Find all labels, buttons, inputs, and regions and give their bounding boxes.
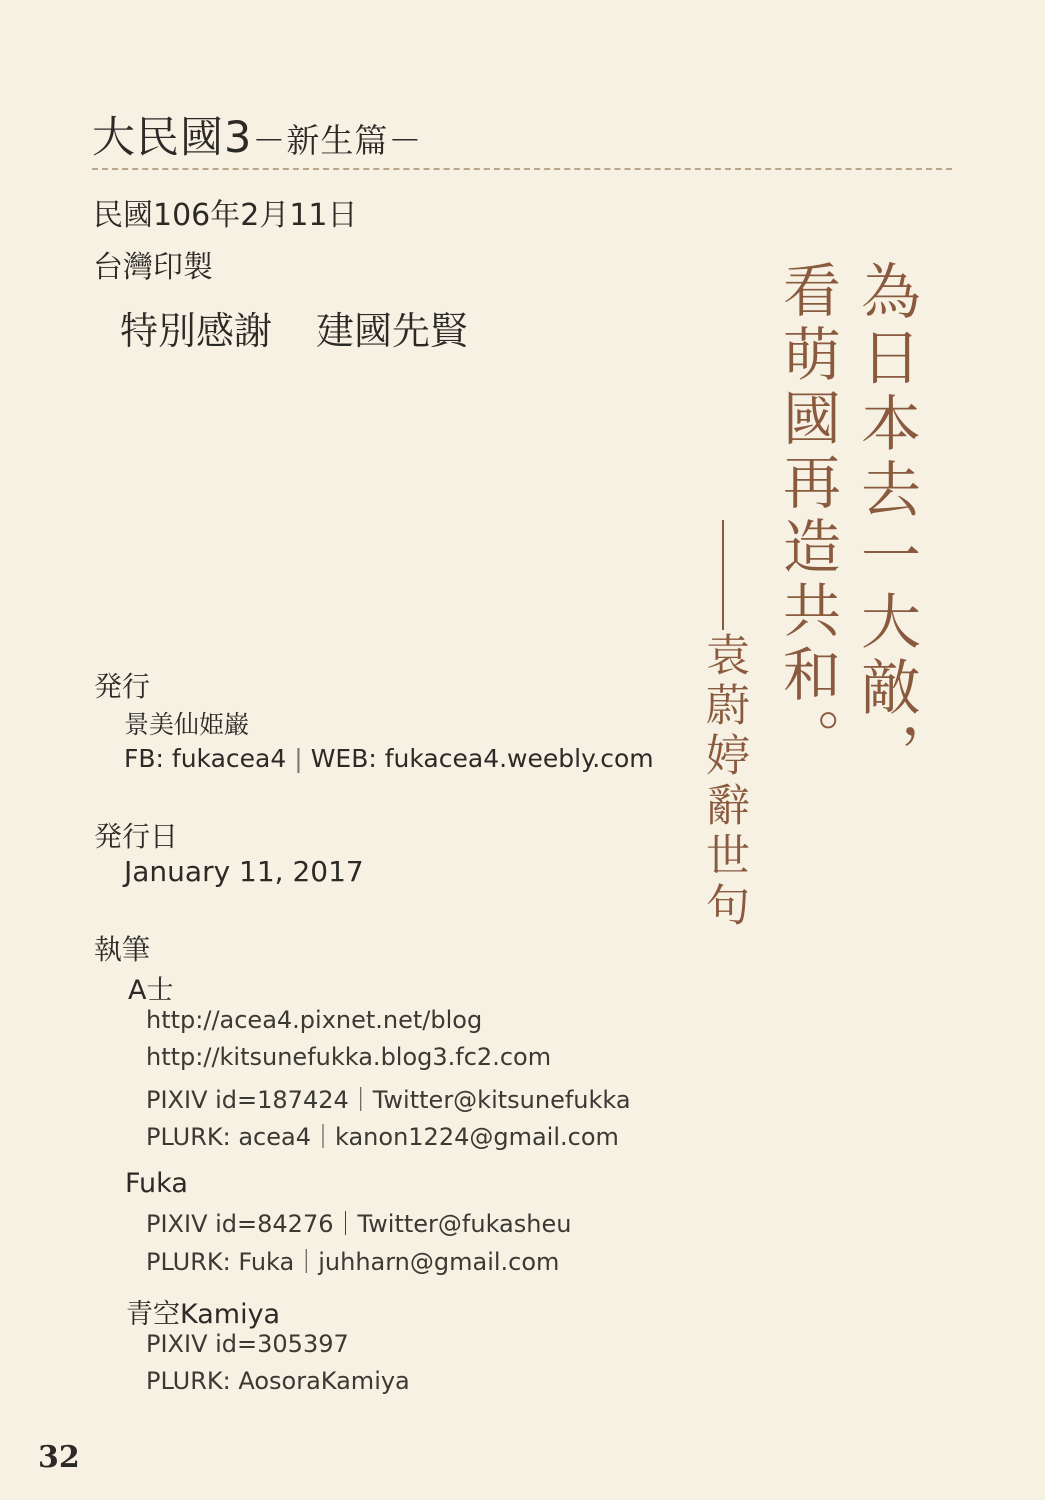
author-link: PIXIV id=187424｜Twitter@kitsunefukka [146, 1086, 631, 1114]
issue-date: January 11, 2017 [124, 855, 364, 888]
publisher-label: 発行 [94, 670, 151, 703]
author-link: PIXIV id=84276｜Twitter@fukasheu [146, 1210, 572, 1238]
dashed-divider [92, 168, 952, 170]
author-link: http://kitsunefukka.blog3.fc2.com [146, 1043, 552, 1071]
title-text: 大民國3 [92, 113, 253, 163]
publication-date: 民國106年2月11日 [93, 198, 358, 233]
publisher-links: FB: fukacea4 | WEB: fukacea4.weebly.com [124, 744, 654, 773]
publisher-fb: FB: fukacea4 [124, 744, 287, 773]
poem-attribution: 袁蔚婷辭世句 [698, 632, 749, 932]
author-link: PLURK: Fuka｜juhharn@gmail.com [146, 1248, 560, 1276]
book-title [92, 104, 422, 165]
author-name: 青空Kamiya [126, 1299, 281, 1330]
thanks-label: 特別感謝 [120, 309, 273, 353]
poem-line-1: 為日本去一大敵， [851, 260, 921, 788]
attribution-dash [722, 520, 724, 630]
author-link: http://acea4.pixnet.net/blog [146, 1006, 483, 1034]
special-thanks [120, 300, 468, 355]
poem-line-2: 看萌國再造共和。 [773, 260, 841, 772]
publisher-web: WEB: fukacea4.weebly.com [310, 744, 654, 773]
author-name: Fuka [125, 1168, 188, 1199]
author-name: A士 [128, 975, 174, 1006]
author-link: PIXIV id=305397 [146, 1330, 349, 1358]
subtitle-text: －新生篇－ [252, 121, 423, 160]
author-link: PLURK: AosoraKamiya [146, 1367, 410, 1395]
authors-label: 執筆 [94, 933, 151, 966]
page-number: 32 [38, 1440, 80, 1475]
publisher-name: 景美仙姫巌 [124, 710, 250, 739]
issue-date-label: 発行日 [94, 820, 179, 853]
thanks-target: 建國先賢 [316, 309, 469, 353]
printed-in: 台灣印製 [93, 250, 213, 285]
author-link: PLURK: acea4｜kanon1224@gmail.com [146, 1123, 619, 1151]
